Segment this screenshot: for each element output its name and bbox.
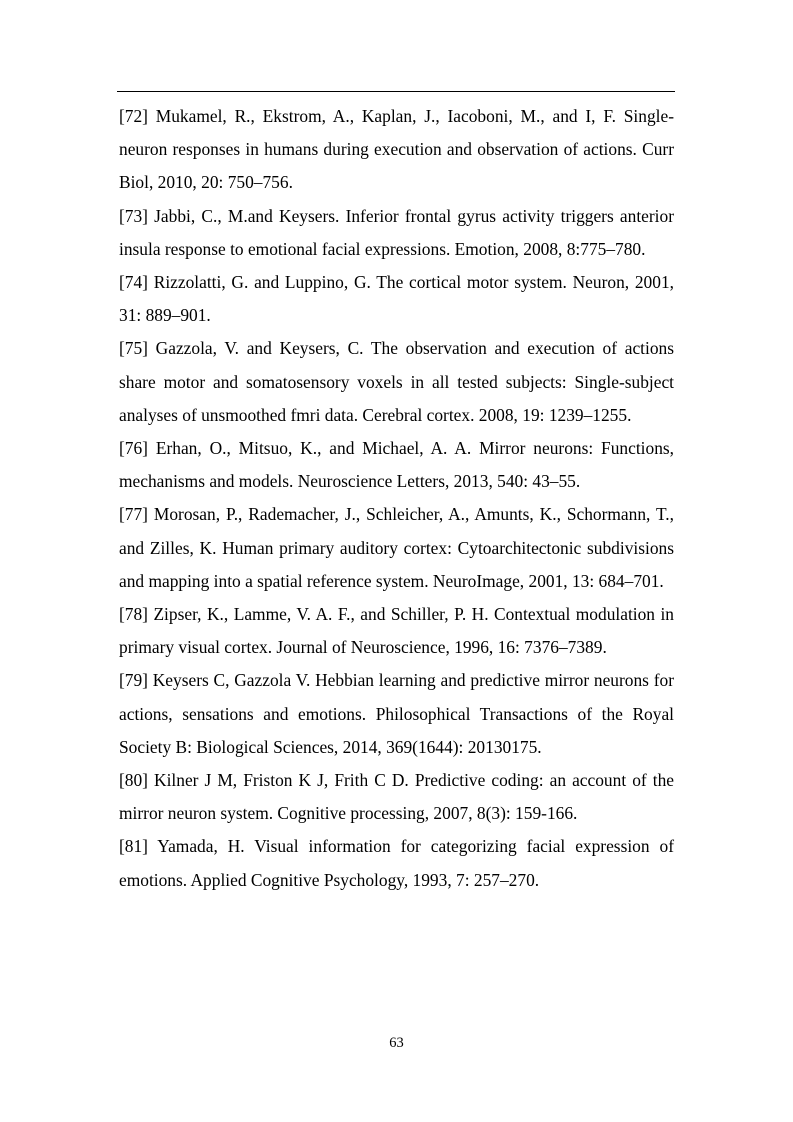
reference-76: [76] Erhan, O., Mitsuo, K., and Michael, A. A. Mirror neurons: Functions, mechanisms and models. Neuroscience Letters, 2013, 540: 43–55. (119, 438, 674, 492)
reference-72: [72] Mukamel, R., Ekstrom, A., Kaplan, J., Iacoboni, M., and I, F. Single-neuron responses in humans during execution and observation of actions. Curr Biol, 2010, 20: 750–756. (119, 106, 674, 193)
reference-73: [73] Jabbi, C., M.and Keysers. Inferior frontal gyrus activity triggers anterior insula response to emotional facial expressions. Emotion, 2008, 8:775–780. (119, 205, 674, 259)
reference-75: [75] Gazzola, V. and Keysers, C. The observation and execution of actions share motor and somatosensory voxels in all tested subjects: Single-subject analyses of unsmoothed fmri data. Cerebral cortex. 2008, 19: 1239–1255. (119, 338, 674, 425)
reference-80: [80] Kilner J M, Friston K J, Frith C D. Predictive coding: an account of the mirror neuron system. Cognitive processing, 2007, 8(3): 159-166. (119, 770, 674, 824)
reference-list (119, 100, 674, 897)
reference-77: [77] Morosan, P., Rademacher, J., Schleicher, A., Amunts, K., Schormann, T., and Zilles, K. Human primary auditory cortex: Cytoarchitectonic subdivisions and mapping into a spatial reference system. NeuroImage, 2001, 13: 684–701. (119, 504, 674, 591)
header-rule (117, 91, 675, 92)
reference-78: [78] Zipser, K., Lamme, V. A. F., and Schiller, P. H. Contextual modulation in primary visual cortex. Journal of Neuroscience, 1996, 16: 7376–7389. (119, 604, 674, 658)
reference-74: [74] Rizzolatti, G. and Luppino, G. The cortical motor system. Neuron, 2001, 31: 889–901. (119, 272, 674, 326)
page-number: 63 (389, 1035, 404, 1051)
reference-79: [79] Keysers C, Gazzola V. Hebbian learning and predictive mirror neurons for actions, sensations and emotions. Philosophical Transactions of the Royal Society B: Biological Sciences, 2014, 369(1644): 20130175. (119, 670, 674, 757)
reference-81: [81] Yamada, H. Visual information for categorizing facial expression of emotions. Applied Cognitive Psychology, 1993, 7: 257–270. (119, 836, 674, 890)
